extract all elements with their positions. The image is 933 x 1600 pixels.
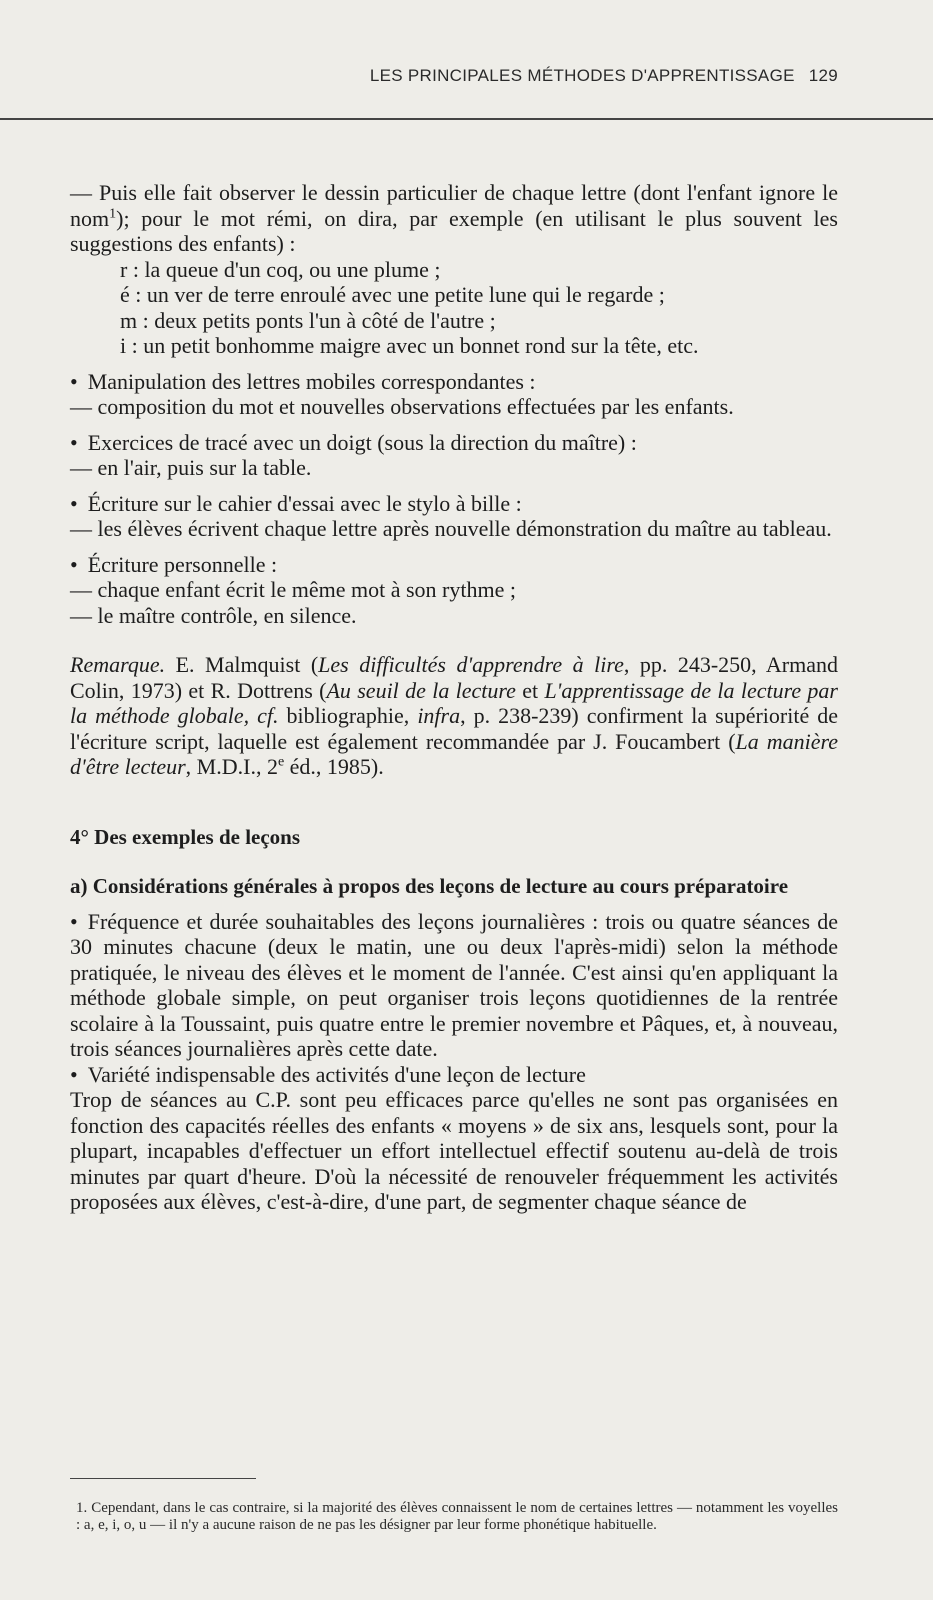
- remark-text-4: bibliographie,: [278, 703, 418, 728]
- paragraph-intro: [70, 180, 838, 257]
- subsection-title: a) Considérations générales à propos des leçons de lecture au cours préparatoire: [70, 873, 789, 898]
- page-number: 129: [808, 66, 838, 85]
- remark-paragraph: [70, 652, 838, 780]
- paragraph-intro-text: — Puis elle fait observer le dessin particulier de chaque lettre (dont l'enfant ignore le nom: [70, 180, 838, 231]
- footnote-rule: [70, 1478, 256, 1479]
- running-header: [0, 66, 838, 86]
- letter-item-i: i : un petit bonhomme maigre avec un bonnet rond sur la tête, etc.: [120, 333, 699, 358]
- remark-title-3: L'apprentissage de la lecture par la méthode globale, cf.: [70, 677, 838, 728]
- bullet-exercices-detail: — en l'air, puis sur la table.: [70, 455, 312, 480]
- paragraph-intro-end: ); pour le mot rémi, on dira, par exemple (en utilisant le plus souvent les suggestions des enfants) :: [70, 205, 838, 256]
- section-title: 4° Des exemples de leçons: [70, 824, 301, 849]
- footnote-ref: 1: [109, 206, 117, 222]
- footnote: 1. Cependant, dans le cas contraire, si la majorité des élèves connaissent le nom de certaines lettres — notamment les voyelles : a, e, i, o, u — il n'y a aucune raison de ne pas les désigner par leur forme phonétique habituelle.: [76, 1500, 838, 1533]
- letter-item-r: r : la queue d'un coq, ou une plume ;: [120, 256, 441, 282]
- remark-text-7: éd., 1985).: [284, 754, 384, 779]
- remark-title-1: Les difficultés d'apprendre à lire: [318, 652, 624, 677]
- bullet-ecriture-cahier: • Écriture sur le cahier d'essai avec le stylo à bille :: [70, 491, 838, 517]
- bullet-frequence: • Fréquence et durée souhaitables des leçons journalières : trois ou quatre séances de 30 minutes chacune (deux le matin, une ou deux l'après-midi) selon la méthode pratiquée, le niveau des élèves et le moment de l'année. C'est ainsi qu'en appliquant la méthode globale simple, on peut organiser trois leçons quotidiennes de la rentrée scolaire à la Toussaint, puis quatre entre le premier novembre et Pâques, et, à nouveau, trois séances journalières après cette date.: [70, 909, 838, 1062]
- remark-text-5: , p. 238-239) confirment la supériorité de l'écriture script, laquelle est également recommandée par J. Foucambert (: [70, 703, 838, 754]
- remark-title-4: infra: [417, 703, 461, 728]
- remark-sup: e: [277, 754, 285, 770]
- remark-text-3: et: [515, 677, 545, 703]
- running-title: LES PRINCIPALES MÉTHODES D'APPRENTISSAGE: [369, 66, 795, 85]
- bullet-manipulation: • Manipulation des lettres mobiles correspondantes :: [70, 369, 838, 395]
- bullet-ecriture-personnelle: • Écriture personnelle :: [70, 552, 838, 578]
- remark-text-2: , pp. 243-250, Armand Colin, 1973) et R. Dottrens (: [70, 652, 838, 703]
- remark-text-1: E. Malmquist (: [165, 652, 319, 677]
- remark-title-5: La manière d'être lecteur: [70, 728, 838, 779]
- remark-label: Remarque.: [70, 652, 166, 677]
- letter-item-e: é : un ver de terre enroulé avec une petite lune qui le regarde ;: [120, 282, 665, 307]
- bullet-ecriture-personnelle-detail-1: — chaque enfant écrit le même mot à son rythme ;: [70, 577, 516, 602]
- page-body: [70, 180, 838, 1215]
- paragraph-final: Trop de séances au C.P. sont peu efficaces parce qu'elles ne sont pas organisées en fonction des capacités réelles des enfants « moyens » de six ans, lesquels sont, pour la plupart, incapables d'effectuer un effort intellectuel effectif soutenu au-delà de trois minutes par quart d'heure. D'où la nécessité de renouveler fréquemment les activités proposées aux élèves, c'est-à-dire, d'une part, de segmenter chaque séance de: [70, 1087, 838, 1214]
- bullet-variete: • Variété indispensable des activités d'une leçon de lecture: [70, 1062, 838, 1088]
- header-rule: [0, 118, 933, 120]
- bullet-manipulation-detail: — composition du mot et nouvelles observations effectuées par les enfants.: [70, 394, 734, 419]
- bullet-ecriture-personnelle-detail-2: — le maître contrôle, en silence.: [70, 602, 357, 628]
- letter-list: [70, 257, 838, 359]
- remark-text-6: , M.D.I., 2: [185, 754, 278, 779]
- remark-title-2: Au seuil de la lecture: [326, 677, 516, 703]
- bullet-ecriture-cahier-detail: — les élèves écrivent chaque lettre après nouvelle démonstration du maître au tableau.: [70, 516, 832, 541]
- letter-item-m: m : deux petits ponts l'un à côté de l'autre ;: [120, 307, 496, 333]
- bullet-exercices: • Exercices de tracé avec un doigt (sous la direction du maître) :: [70, 430, 838, 456]
